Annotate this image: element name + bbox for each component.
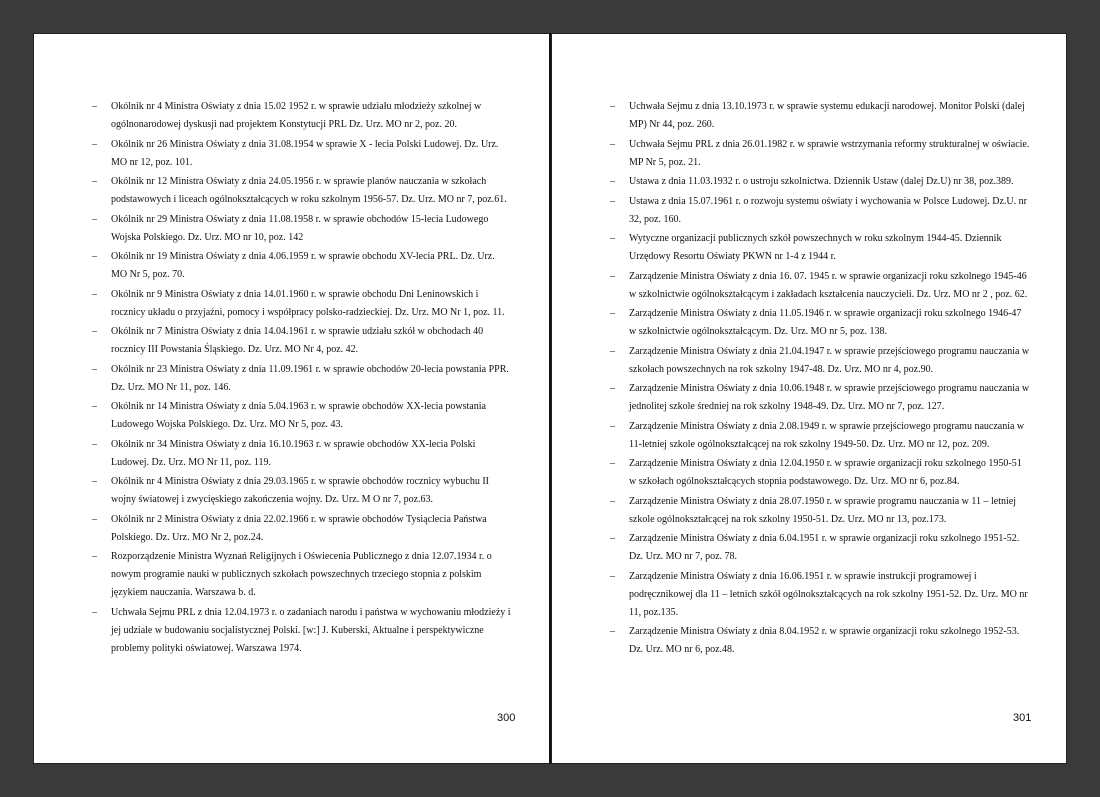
- list-item: [610, 493, 1030, 529]
- list-item: [92, 604, 512, 658]
- dash-bullet: –: [610, 533, 615, 544]
- dash-bullet: –: [92, 476, 97, 487]
- entry-text: Okólnik nr 29 Ministra Oświaty z dnia 11.08.1958 r. w sprawie obchodów 15-lecia Ludowego Wojska Polskiego. Dz. Urz. MO nr 10, poz. 142: [111, 213, 489, 243]
- list-item: [92, 248, 512, 284]
- entry-text: Zarządzenie Ministra Oświaty z dnia 16.06.1951 r. w sprawie instrukcji programowej i podręcznikowej dla 11 – letnich szkół ogólnokształcących na rok szkolny 1951-52. Dz. Urz. MO nr 11, poz.135.: [629, 570, 1028, 618]
- dash-bullet: –: [610, 308, 615, 319]
- dash-bullet: –: [610, 176, 615, 187]
- dash-bullet: –: [610, 495, 615, 507]
- entry-text: Okólnik nr 2 Ministra Oświaty z dnia 22.02.1966 r. w sprawie obchodów Tysiąclecia Państwa Polskiego. Dz. Urz. MO Nr 2, poz.24.: [111, 513, 487, 543]
- dash-bullet: –: [610, 270, 615, 282]
- entry-text: Zarządzenie Ministra Oświaty z dnia 21.04.1947 r. w sprawie przejściowego programu nauczania w szkołach powszechnych na rok szkolny 1947-48. Dz. Urz. MO nr 4, poz.90.: [629, 345, 1030, 375]
- dash-bullet: –: [610, 420, 615, 432]
- entry-text: Okólnik nr 9 Ministra Oświaty z dnia 14.01.1960 r. w sprawie obchodu Dni Leninowskich i rocznicy układu o przyjaźni, pomocy i współpracy polsko-radzieckiej. Dz. Urz. MO Nr 1, poz. 11.: [111, 288, 505, 318]
- entry-text: Rozporządzenie Ministra Wyznań Religijnych i Oświecenia Publicznego z dnia 12.07.1934 r. o nowym programie nauki w publicznych szkołach powszechnych trzeciego stopnia z polskim językiem nauczania. Warszawa b. d.: [111, 551, 492, 598]
- entry-text: Zarządzenie Ministra Oświaty z dnia 2.08.1949 r. w sprawie przejściowego programu nauczania w 11-letniej szkole ogólnokształcącej na rok szkolny 1949-50. Dz. Urz. MO nr 12, poz. 209.: [629, 420, 1025, 450]
- list-item: [92, 286, 512, 322]
- entry-text: Okólnik nr 7 Ministra Oświaty z dnia 14.04.1961 r. w sprawie udziału szkół w obchodach 40 rocznicy III Powstania Śląskiego. Dz. Urz. MO Nr 4, poz. 42.: [111, 326, 484, 355]
- book-spread: [33, 33, 1067, 764]
- bibliography-list-right: [610, 98, 1030, 661]
- page-number: 301: [1013, 712, 1032, 724]
- list-item: [610, 98, 1030, 134]
- list-item: [92, 436, 512, 472]
- entry-text: Okólnik nr 4 Ministra Oświaty z dnia 15.02 1952 r. w sprawie udziału młodzieży szkolnej w ogólnonarodowej dyskusji nad projektem Konstytucji PRL Dz. Urz. MO nr 2, poz. 20.: [111, 101, 482, 130]
- list-item: [92, 398, 512, 434]
- entry-text: Ustawa z dnia 11.03.1932 r. o ustroju szkolnictwa. Dziennik Ustaw (dalej Dz.U) nr 38, poz.389.: [629, 176, 1014, 187]
- page-number: 300: [497, 712, 516, 724]
- list-item: [610, 418, 1030, 454]
- list-item: [610, 305, 1030, 341]
- dash-bullet: –: [610, 345, 615, 357]
- list-item: [610, 530, 1030, 566]
- list-item: [610, 230, 1030, 266]
- dash-bullet: –: [92, 438, 97, 450]
- left-page: [33, 33, 550, 764]
- list-item: [92, 548, 512, 602]
- dash-bullet: –: [610, 458, 615, 469]
- list-item: [92, 511, 512, 547]
- list-item: [610, 380, 1030, 416]
- entry-text: Zarządzenie Ministra Oświaty z dnia 12.04.1950 r. w sprawie organizacji roku szkolnego 1950-51 w szkołach ogólnokształcących stopnia podstawowego. Dz. Urz. MO nr 6, poz.84.: [629, 458, 1022, 487]
- dash-bullet: –: [92, 138, 97, 150]
- dash-bullet: –: [92, 326, 97, 337]
- dash-bullet: –: [92, 513, 97, 525]
- entry-text: Okólnik nr 4 Ministra Oświaty z dnia 29.03.1965 r. w sprawie obchodów rocznicy wybuchu II wojny światowej i zwycięskiego zakończenia wojny. Dz. Urz. M O nr 7, poz.63.: [111, 476, 489, 505]
- entry-text: Uchwała Sejmu PRL z dnia 26.01.1982 r. w sprawie wstrzymania reformy strukturalnej w oświacie. MP Nr 5, poz. 21.: [629, 138, 1030, 168]
- list-item: [92, 136, 512, 172]
- list-item: [92, 173, 512, 209]
- dash-bullet: –: [92, 101, 97, 112]
- list-item: [610, 343, 1030, 379]
- list-item: [610, 568, 1030, 622]
- entry-text: Wytyczne organizacji publicznych szkół powszechnych w roku szkolnym 1944-45. Dziennik Urzędowy Resortu Oświaty PKWN nr 1-4 z 1944 r.: [629, 233, 1002, 262]
- dash-bullet: –: [610, 570, 615, 582]
- entry-text: Okólnik nr 26 Ministra Oświaty z dnia 31.08.1954 w sprawie X - lecia Polski Ludowej. Dz. Urz. MO nr 12, poz. 101.: [111, 138, 499, 168]
- list-item: [92, 361, 512, 397]
- list-item: [610, 268, 1030, 304]
- entry-text: Uchwała Sejmu PRL z dnia 12.04.1973 r. o zadaniach narodu i państwa w wychowaniu młodzieży i jej udziale w budowaniu socjalistycznej Polski. [w:] J. Kuberski, Aktualne i perspektywiczne problemy polityki oświatowej. Warszawa 1974.: [111, 606, 511, 654]
- dash-bullet: –: [92, 288, 97, 300]
- list-item: [610, 136, 1030, 172]
- dash-bullet: –: [92, 551, 97, 562]
- list-item: [92, 98, 512, 134]
- list-item: [610, 193, 1030, 229]
- entry-text: Zarządzenie Ministra Oświaty z dnia 8.04.1952 r. w sprawie organizacji roku szkolnego 1952-53. Dz. Urz. MO nr 6, poz.48.: [629, 626, 1020, 655]
- entry-text: Ustawa z dnia 15.07.1961 r. o rozwoju systemu oświaty i wychowania w Polsce Ludowej. Dz.U. nr 32, poz. 160.: [629, 195, 1027, 225]
- dash-bullet: –: [92, 213, 97, 225]
- entry-text: Okólnik nr 34 Ministra Oświaty z dnia 16.10.1963 r. w sprawie obchodów XX-lecia Polski Ludowej. Dz. Urz. MO Nr 11, poz. 119.: [111, 438, 476, 468]
- dash-bullet: –: [92, 176, 97, 187]
- entry-text: Zarządzenie Ministra Oświaty z dnia 10.06.1948 r. w sprawie przejściowego programu nauczania w jednolitej szkole średniej na rok szkolny 1948-49. Dz. Urz. MO nr 7, poz. 127.: [629, 383, 1030, 412]
- list-item: [92, 323, 512, 359]
- dash-bullet: –: [610, 233, 615, 244]
- dash-bullet: –: [610, 195, 615, 207]
- dash-bullet: –: [92, 401, 97, 412]
- dash-bullet: –: [610, 383, 615, 394]
- list-item: [610, 173, 1030, 191]
- dash-bullet: –: [92, 251, 97, 262]
- entry-text: Zarządzenie Ministra Oświaty z dnia 11.05.1946 r. w sprawie organizacji roku szkolnego 1946-47 w szkolnictwie ogólnokształcącym. Dz. Urz. MO nr 5, poz. 138.: [629, 308, 1022, 337]
- entry-text: Okólnik nr 14 Ministra Oświaty z dnia 5.04.1963 r. w sprawie obchodów XX-lecia powstania Ludowego Wojska Polskiego. Dz. Urz. MO Nr 5, poz. 43.: [111, 401, 486, 430]
- list-item: [92, 473, 512, 509]
- list-item: [92, 211, 512, 247]
- entry-text: Zarządzenie Ministra Oświaty z dnia 28.07.1950 r. w sprawie programu nauczania w 11 – letniej szkole ogólnokształcącej na rok szkolny 1950-51. Dz. Urz. MO nr 13, poz.173.: [629, 495, 1017, 525]
- entry-text: Zarządzenie Ministra Oświaty z dnia 6.04.1951 r. w sprawie organizacji roku szkolnego 1951-52. Dz. Urz. MO nr 7, poz. 78.: [629, 533, 1020, 562]
- dash-bullet: –: [610, 138, 615, 150]
- bibliography-list-left: [92, 98, 512, 659]
- list-item: [610, 455, 1030, 491]
- entry-text: Zarządzenie Ministra Oświaty z dnia 16. 07. 1945 r. w sprawie organizacji roku szkolnego 1945-46 w szkolnictwie ogólnokształcącym i zakładach kształcenia nauczycieli. Dz. Urz. MO nr 2 , poz. 62.: [629, 270, 1028, 300]
- entry-text: Okólnik nr 19 Ministra Oświaty z dnia 4.06.1959 r. w sprawie obchodu XV-lecia PRL. Dz. Urz. MO Nr 5, poz. 70.: [111, 251, 495, 280]
- list-item: [610, 623, 1030, 659]
- dash-bullet: –: [92, 363, 97, 375]
- dash-bullet: –: [610, 626, 615, 637]
- entry-text: Okólnik nr 12 Ministra Oświaty z dnia 24.05.1956 r. w sprawie planów nauczania w szkołach podstawowych i liceach ogólnokształcących w roku szkolnym 1956-57. Dz. Urz. MO nr 7, poz.61.: [111, 176, 507, 205]
- entry-text: Okólnik nr 23 Ministra Oświaty z dnia 11.09.1961 r. w sprawie obchodów 20-lecia powstania PPR. Dz. Urz. MO Nr 11, poz. 146.: [111, 363, 509, 393]
- dash-bullet: –: [610, 101, 615, 112]
- entry-text: Uchwała Sejmu z dnia 13.10.1973 r. w sprawie systemu edukacji narodowej. Monitor Polski (dalej MP) Nr 44, poz. 260.: [629, 101, 1025, 130]
- right-page: [551, 33, 1067, 764]
- dash-bullet: –: [92, 606, 97, 618]
